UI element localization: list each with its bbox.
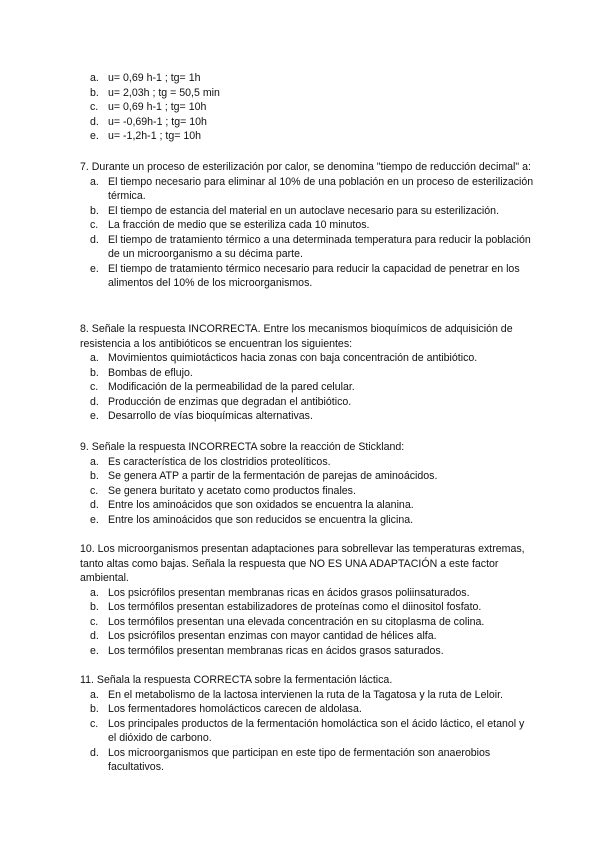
- option-d: d. u= -0,69h-1 ; tg= 10h: [90, 115, 207, 128]
- question-11: [80, 673, 535, 775]
- option-e: e. Desarrollo de vías bioquímicas alternativas.: [90, 410, 313, 422]
- question-6-options: [90, 71, 220, 144]
- option-e: e. El tiempo de tratamiento térmico necesario para reducir la capacidad de penetrar en los alimentos del 10% de los microorganismos.: [90, 262, 520, 289]
- option-a: a. Es característica de los clostridios proteolíticos.: [90, 455, 331, 468]
- option-e: e. Los termófilos presentan membranas ricas en ácidos grasos saturados.: [90, 644, 444, 657]
- option-d: d. Entre los aminoácidos que son oxidados se encuentra la alanina.: [90, 499, 414, 511]
- option-b: b. Se genera ATP a partir de la fermentación de parejas de aminoácidos.: [90, 470, 438, 482]
- option-b: b. Los termófilos presentan estabilizadores de proteínas como el diinositol fosfato.: [90, 601, 482, 613]
- option-c: c. Los termófilos presentan una elevada concentración en su citoplasma de colina.: [90, 615, 485, 628]
- option-c: c. Modificación de la permeabilidad de la pared celular.: [90, 381, 355, 393]
- question-8: [80, 322, 535, 424]
- option-d: d. El tiempo de tratamiento térmico a una determinada temperatura para reducir la población de un microorganismo a su décima parte.: [90, 233, 531, 260]
- option-b: b. Los fermentadores homolácticos carecen de aldolasa.: [90, 703, 362, 715]
- question-10: [80, 542, 535, 658]
- question-9: [80, 440, 535, 527]
- option-a: a. Los psicrófilos presentan membranas ricas en ácidos grasos poliinsaturados.: [90, 586, 470, 599]
- option-c: c. Se genera buritato y acetato como productos finales.: [90, 484, 356, 497]
- option-b: b. Bombas de eflujo.: [90, 366, 193, 379]
- option-e: e. u= -1,2h-1 ; tg= 10h: [90, 130, 202, 142]
- option-c: c. La fracción de medio que se esteriliza cada 10 minutos.: [90, 219, 370, 231]
- question-7: [80, 160, 535, 291]
- question-10-stem: 10. Los microorganismos presentan adaptaciones para sobrellevar las temperaturas extremas, tanto altas como bajas. Señala la respuesta que NO ES UNA ADAPTACIÓN a este factor ambiental.: [80, 543, 525, 584]
- option-a: a. En el metabolismo de la lactosa intervienen la ruta de la Tagatosa y la ruta de Leloir.: [90, 688, 503, 701]
- option-d: d. Los psicrófilos presentan enzimas con mayor cantidad de hélices alfa.: [90, 630, 437, 642]
- option-b: b. u= 2,03h ; tg = 50,5 min: [90, 86, 220, 99]
- option-c: c. Los principales productos de la fermentación homoláctica son el ácido láctico, el etanol y el dióxido de carbono.: [90, 717, 525, 744]
- question-9-stem: 9. Señale la respuesta INCORRECTA sobre la reacción de Stickland:: [80, 441, 405, 453]
- option-d: d. Producción de enzimas que degradan el antibiótico.: [90, 395, 352, 408]
- question-7-stem: 7. Durante un proceso de esterilización por calor, se denomina "tiempo de reducción decimal" a:: [80, 161, 531, 173]
- option-a: a. u= 0,69 h-1 ; tg= 1h: [90, 72, 201, 84]
- option-d: d. Los microorganismos que participan en este tipo de fermentación son anaerobios facultativos.: [90, 746, 491, 773]
- option-a: a. Movimientos quimiotácticos hacia zonas con baja concentración de antibiótico.: [90, 352, 478, 364]
- option-b: b. El tiempo de estancia del material en un autoclave necesario para su esterilización.: [90, 204, 500, 217]
- option-a: a. El tiempo necesario para eliminar al 10% de una población en un proceso de esterilización térmica.: [90, 175, 534, 202]
- question-11-stem: 11. Señala la respuesta CORRECTA sobre la fermentación láctica.: [80, 674, 393, 686]
- option-c: c. u= 0,69 h-1 ; tg= 10h: [90, 101, 207, 113]
- option-e: e. Entre los aminoácidos que son reducidos se encuentra la glicina.: [90, 513, 414, 526]
- question-8-stem: 8. Señale la respuesta INCORRECTA. Entre los mecanismos bioquímicos de adquisición de resistencia a los antibióticos se encuentran los siguientes:: [80, 323, 513, 350]
